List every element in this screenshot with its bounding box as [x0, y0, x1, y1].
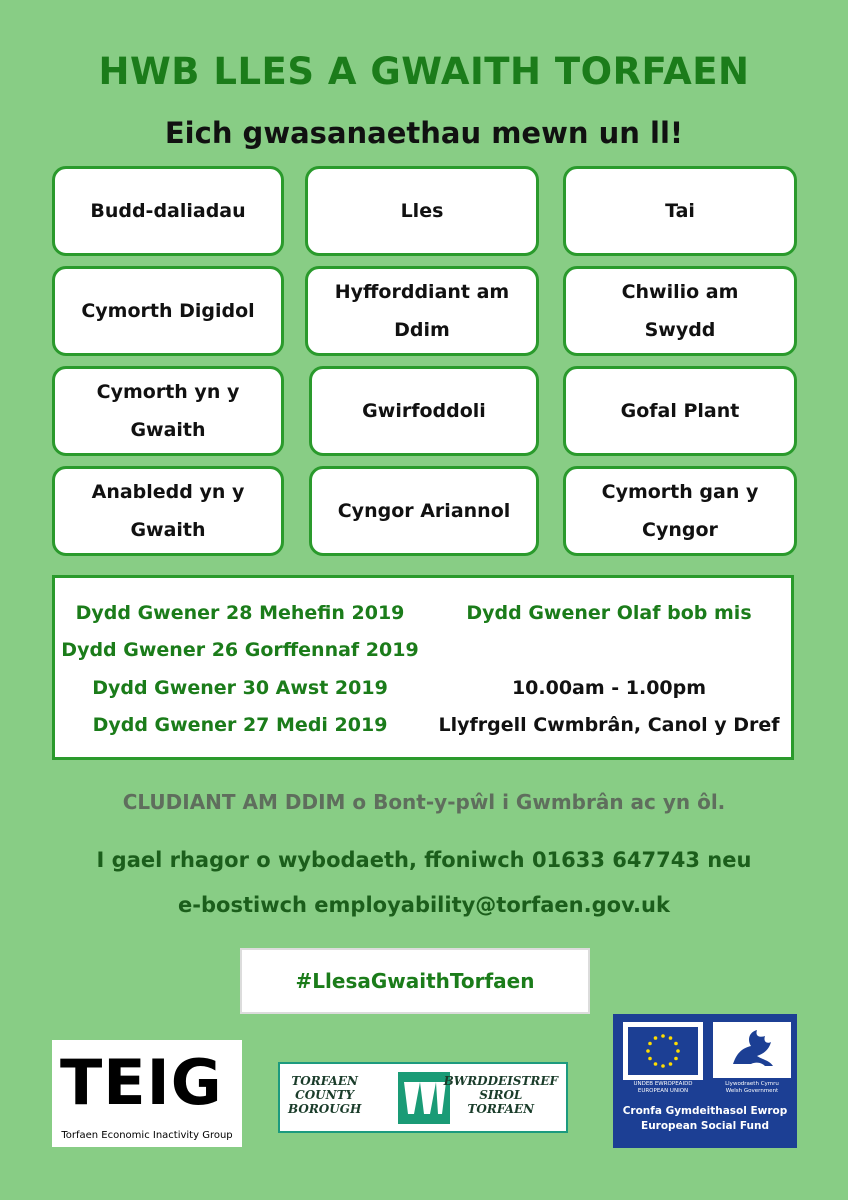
- free-transport-notice: CLUDIANT AM DDIM o Bont-y-pŵl i Gwmbrân ac yn ôl.: [122, 790, 726, 814]
- session-location: Llyfrgell Cwmbrân, Canol y Dref: [438, 714, 780, 736]
- schedule-box: [52, 575, 794, 760]
- poster-title: HWB LLES A GWAITH TORFAEN: [98, 50, 750, 93]
- service-box: Hyfforddiant am Ddim: [305, 266, 539, 356]
- eu-star-icon: [669, 1062, 673, 1066]
- council-emblem-icon: [398, 1072, 450, 1124]
- session-date: Dydd Gwener 27 Medi 2019: [92, 714, 388, 736]
- eu-star-icon: [661, 1064, 665, 1068]
- eu-star-icon: [674, 1042, 678, 1046]
- service-box: Gwirfoddoli: [309, 366, 539, 456]
- eu-star-icon: [654, 1062, 658, 1066]
- eu-star-icon: [669, 1036, 673, 1040]
- council-name-english: TORFAEN COUNTY BOROUGH: [288, 1074, 362, 1116]
- torfaen-council-logo: [278, 1062, 568, 1133]
- eu-flag-icon: [623, 1022, 703, 1080]
- contact-email-line: e-bostiwch employability@torfaen.gov.uk: [178, 893, 670, 917]
- service-box: Lles: [305, 166, 539, 256]
- teig-logo-letters: TEIG: [60, 1046, 223, 1119]
- hashtag-box: #LlesaGwaithTorfaen: [240, 948, 590, 1014]
- service-box: Cyngor Ariannol: [309, 466, 539, 556]
- service-box: Gofal Plant: [563, 366, 797, 456]
- poster-subtitle: Eich gwasanaethau mewn un ll!: [164, 116, 684, 150]
- session-date: Dydd Gwener 26 Gorffennaf 2019: [61, 639, 419, 661]
- contact-phone-line: I gael rhagor o wybodaeth, ffoniwch 01633 647743 neu: [96, 848, 752, 872]
- eu-star-icon: [676, 1049, 680, 1053]
- session-date: Dydd Gwener 28 Mehefin 2019: [75, 602, 405, 624]
- eu-star-icon: [674, 1057, 678, 1061]
- session-time: 10.00am - 1.00pm: [511, 677, 707, 699]
- service-box: Anabledd yn y Gwaith: [52, 466, 284, 556]
- eu-star-icon: [654, 1036, 658, 1040]
- session-date: Dydd Gwener 30 Awst 2019: [92, 677, 388, 699]
- session-frequency: Dydd Gwener Olaf bob mis: [466, 602, 752, 624]
- teig-logo: [52, 1040, 242, 1147]
- service-box: Budd-daliadau: [52, 166, 284, 256]
- council-name-welsh: BWRDDEISTREF SIROL TORFAEN: [443, 1074, 558, 1116]
- eu-caption: UNDEB EWROPEAIDD EUROPEAN UNION: [633, 1081, 693, 1094]
- service-box: Chwilio am Swydd: [563, 266, 797, 356]
- eu-star-icon: [648, 1042, 652, 1046]
- service-box: Cymorth gan y Cyngor: [563, 466, 797, 556]
- service-box: Cymorth Digidol: [52, 266, 284, 356]
- welsh-government-dragon-icon: [713, 1022, 791, 1078]
- eu-star-icon: [648, 1057, 652, 1061]
- service-box: Tai: [563, 166, 797, 256]
- esf-fund-name: Cronfa Gymdeithasol Ewrop European Social Fund: [622, 1105, 788, 1132]
- eu-star-icon: [646, 1049, 650, 1053]
- eu-star-icon: [661, 1034, 665, 1038]
- european-social-fund-logo: [613, 1014, 797, 1148]
- welsh-government-caption: Llywodraeth Cymru Welsh Government: [725, 1081, 779, 1094]
- service-box: Cymorth yn y Gwaith: [52, 366, 284, 456]
- teig-logo-caption: Torfaen Economic Inactivity Group: [61, 1130, 233, 1141]
